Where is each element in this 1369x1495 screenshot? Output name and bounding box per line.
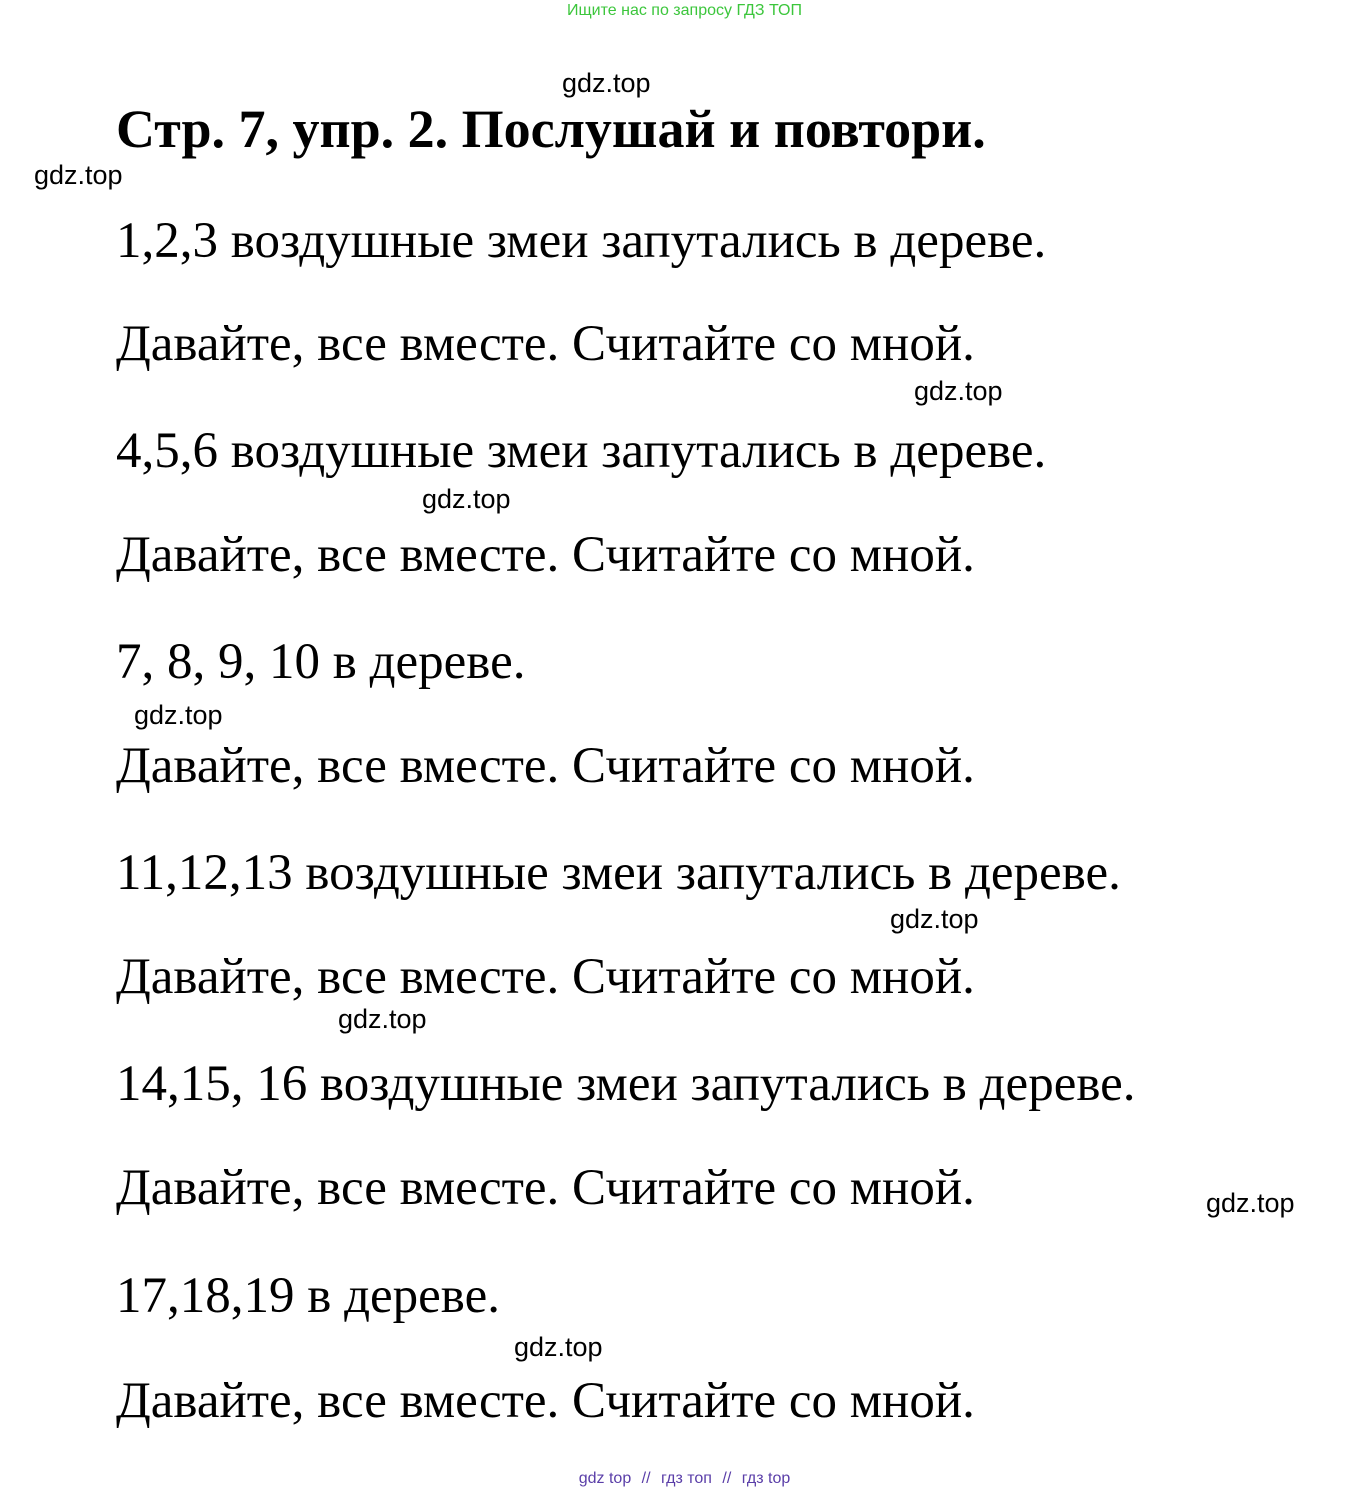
text-line: Давайте, все вместе. Считайте со мной. xyxy=(116,527,975,583)
text-line: 14,15, 16 воздушные змеи запутались в дереве. xyxy=(116,1056,1136,1112)
text-line: Давайте, все вместе. Считайте со мной. xyxy=(116,1373,975,1429)
footer-separator: // xyxy=(641,1470,651,1487)
page-title: Стр. 7, упр. 2. Послушай и повтори. xyxy=(116,99,986,159)
text-line: Давайте, все вместе. Считайте со мной. xyxy=(116,1160,975,1216)
footer-text: гдз топ xyxy=(661,1470,712,1487)
text-line: Давайте, все вместе. Считайте со мной. xyxy=(116,738,975,794)
text-line: 4,5,6 воздушные змеи запутались в дереве. xyxy=(116,423,1047,479)
footer-text: gdz top xyxy=(578,1470,632,1487)
text-line: 7, 8, 9, 10 в дереве. xyxy=(116,634,526,690)
text-line: 1,2,3 воздушные змеи запутались в дереве. xyxy=(116,213,1047,269)
text-line: Давайте, все вместе. Считайте со мной. xyxy=(116,316,975,372)
watermark: gdz.top xyxy=(914,376,1003,406)
text-line: Давайте, все вместе. Считайте со мной. xyxy=(116,949,975,1005)
watermark: gdz.top xyxy=(34,160,123,190)
watermark: gdz.top xyxy=(1206,1188,1295,1218)
text-line: 17,18,19 в дереве. xyxy=(116,1268,500,1324)
watermark: gdz.top xyxy=(338,1004,427,1034)
watermark: gdz.top xyxy=(134,700,223,730)
footer xyxy=(0,1470,1369,1488)
footer-text: гдз top xyxy=(741,1470,791,1487)
watermark: gdz.top xyxy=(890,904,979,934)
watermark: gdz.top xyxy=(514,1332,603,1362)
footer-separator: // xyxy=(722,1470,732,1487)
watermark: gdz.top xyxy=(562,68,651,98)
top-banner: Ищите нас по запросу ГДЗ ТОП xyxy=(567,2,802,19)
watermark: gdz.top xyxy=(422,484,511,514)
text-line: 11,12,13 воздушные змеи запутались в дереве. xyxy=(116,845,1121,901)
